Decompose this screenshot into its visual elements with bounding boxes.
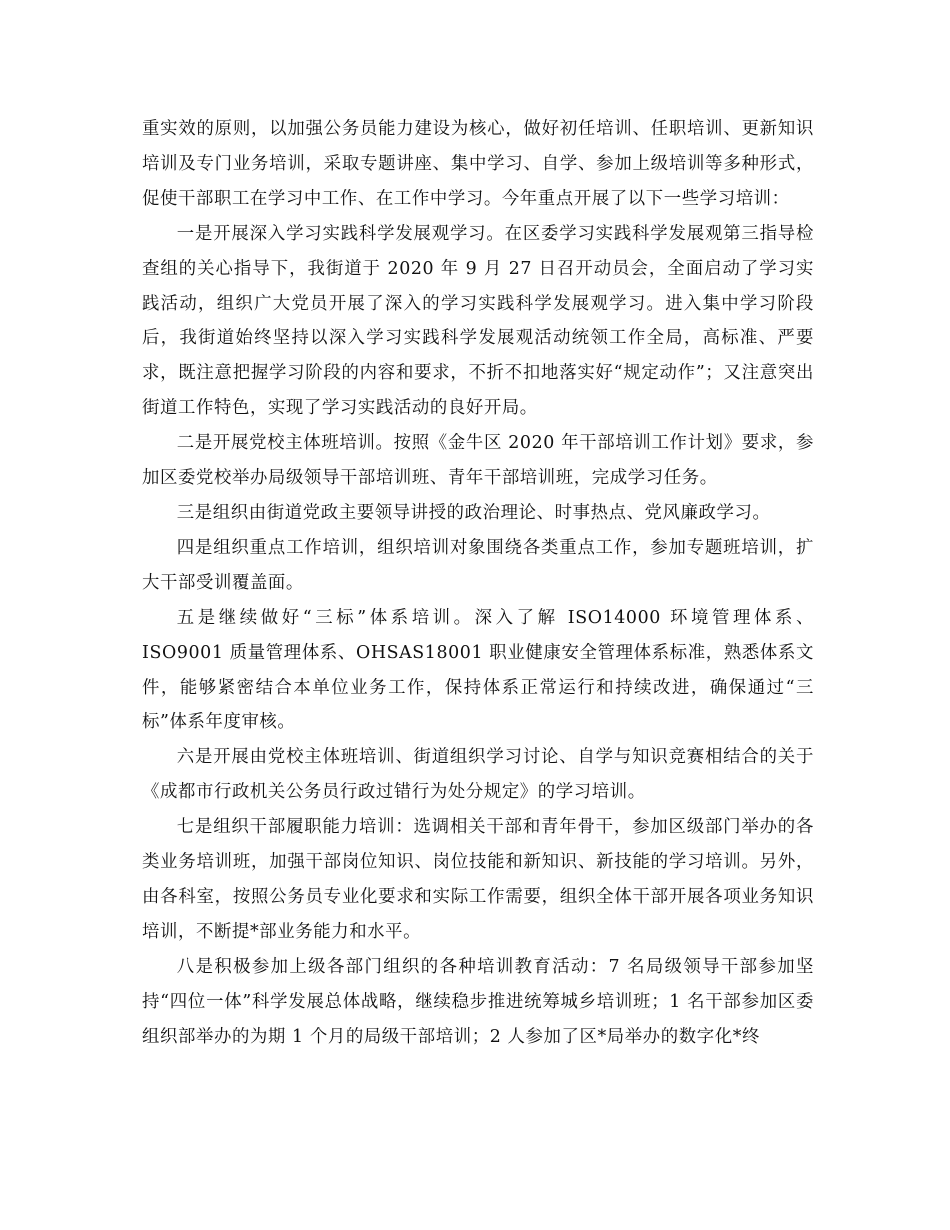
paragraph-9: 八是积极参加上级各部门组织的各种培训教育活动：7 名局级领导干部参加坚持“四位一体”科学发展总体战略，继续稳步推进统筹城乡培训班；1 名干部参加区委组织部举办的为期 1 个月的局级干部培训；2 人参加了区*局举办的数字化*终 xyxy=(142,956,814,1047)
paragraph-6: 五是继续做好“三标”体系培训。深入了解 ISO14000 环境管理体系、ISO9001 质量管理体系、OHSAS18001 职业健康安全管理体系标准，熟悉体系文件，能够紧密结合本单位业务工作，保持体系正常运行和持续改进，确保通过“三标”体系年度审核。 xyxy=(142,607,814,733)
paragraph-3: 二是开展党校主体班培训。按照《金牛区 2020 年干部培训工作计划》要求，参加区委党校举办局级领导干部培训班、青年干部培训班，完成学习任务。 xyxy=(142,433,814,489)
paragraph-7: 六是开展由党校主体班培训、街道组织学习讨论、自学与知识竞赛相结合的关于《成都市行政机关公务员行政过错行为处分规定》的学习培训。 xyxy=(142,747,814,803)
paragraph-5: 四是组织重点工作培训，组织培训对象围绕各类重点工作，参加专题班培训，扩大干部受训覆盖面。 xyxy=(142,537,814,593)
paragraph-4: 三是组织由街道党政主要领导讲授的政治理论、时事热点、党风廉政学习。 xyxy=(176,502,771,523)
paragraph-8: 七是组织干部履职能力培训：选调相关干部和青年骨干，参加区级部门举办的各类业务培训班，加强干部岗位知识、岗位技能和新知识、新技能的学习培训。另外，由各科室，按照公务员专业化要求和实际工作需要，组织全体干部开展各项业务知识培训，不断提*部业务能力和水平。 xyxy=(142,817,814,942)
paragraph-2: 一是开展深入学习实践科学发展观学习。在区委学习实践科学发展观第三指导检查组的关心指导下，我街道于 2020 年 9 月 27 日召开动员会，全面启动了学习实践活动，组织广大党员开展了深入的学习实践科学发展观学习。进入集中学习阶段后，我街道始终坚持以深入学习实践科学发展观活动统领工作全局，高标准、严要求，既注意把握学习阶段的内容和要求，不折不扣地落实好“规定动作”；又注意突出街道工作特色，实现了学习实践活动的良好开局。 xyxy=(142,223,814,419)
paragraph-1: 重实效的原则，以加强公务员能力建设为核心，做好初任培训、任职培训、更新知识培训及专门业务培训，采取专题讲座、集中学习、自学、参加上级培训等多种形式，促使干部职工在学习中工作、在工作中学习。今年重点开展了以下一些学习培训： xyxy=(142,119,814,209)
document-body xyxy=(142,112,814,1054)
